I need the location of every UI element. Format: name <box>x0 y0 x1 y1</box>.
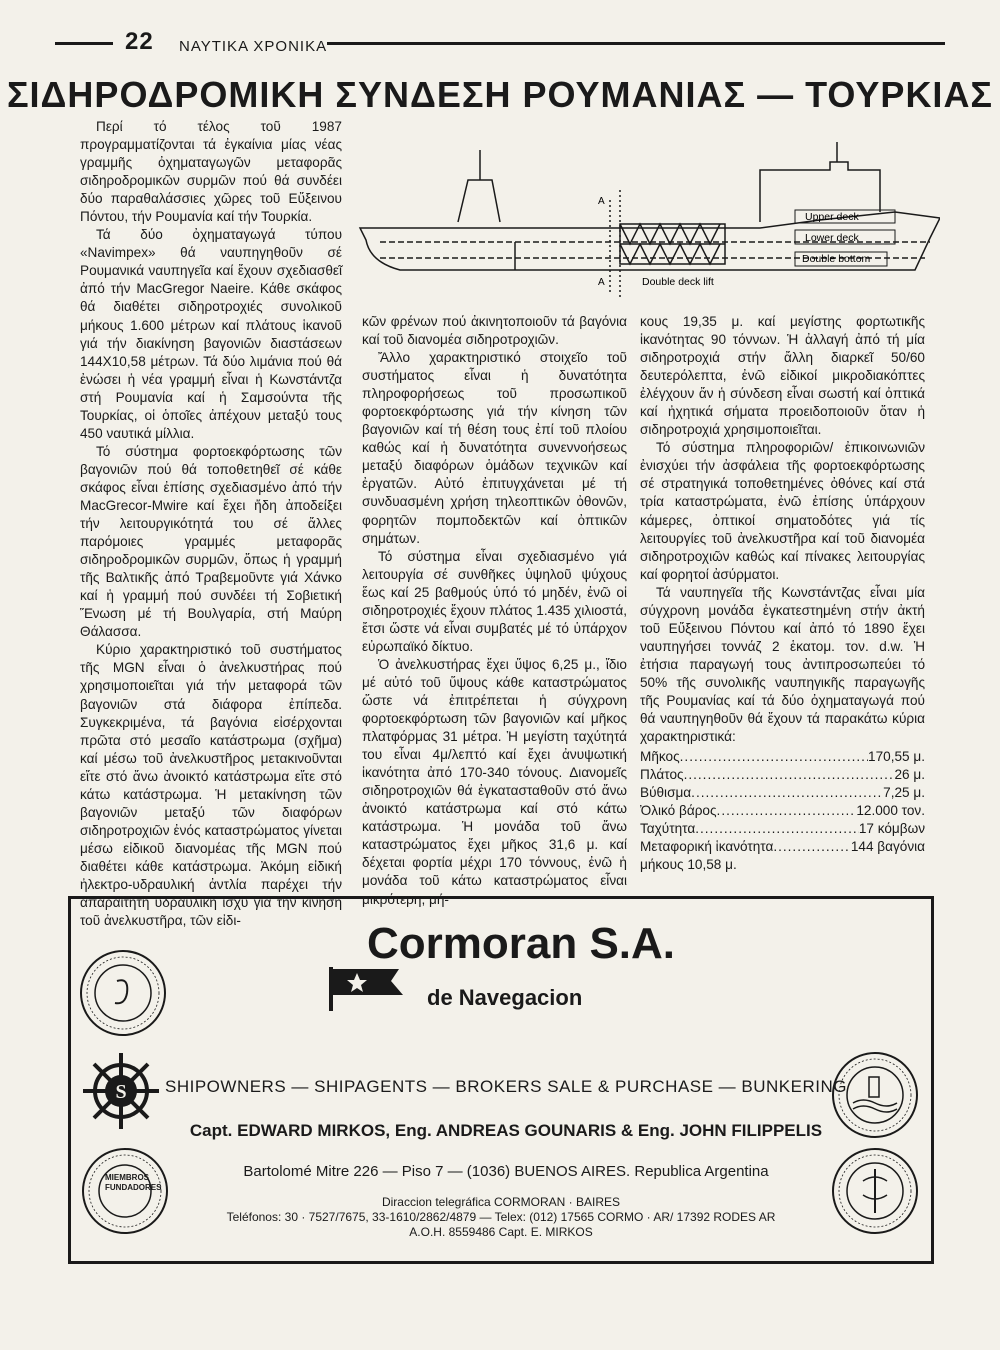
paragraph: Τά ναυπηγεῖα τῆς Κωνστάντζας εἶναι μία σύγχρονη μονάδα ἐγκατεστημένη στήν ἀκτή τοῦ Εὔξεινου Πόντου καί ἀπό τό 1890 ἔχει ναυπηγήσει τοννάζ 2 ἑκατομ. τον. d.w. Ἡ ἐτήσια παραγωγή τους ἀντιπροσωπεύει τό 50% τῆς συνολικῆς ναυπηγικῆς παραγωγῆς τῆς Ρουμανίας καί τά δύο ὀχηματαγωγά πού θά ναυπηγηθοῦν θά ἔχουν τά παρακάτω κύρια χαρακτηριστικά: <box>640 584 925 745</box>
armadores-seal-icon <box>77 947 169 1039</box>
paragraph: Τά δύο ὀχηματαγωγά τύπου «Navimpex» θά ναυπηγηθοῦν σέ Ρουμανικά ναυπηγεῖα καί ἔχουν σχεδιασθεῖ ἀπό τήν MacGregor Naeire. Κάθε σκάφος θά διαθέτει σιδηροτροχιές συνολικοῦ μήκους 1.600 μέτρων καί πλάτους ἱκανοῦ γιά τήν διακίνηση βαγονιῶν διαστάσεων 144Χ10,58 μέτρων. Τά δύο λιμάνια πού θά ἐνώσει ἡ νέα γραμμή εἶναι ἡ Κωνστάντζα στή Ρουμανία καί ἡ Σαμσούντα τῆς Τουρκίας, οἱ ὁποῖες ἀπέχουν μεταξύ τους 450 ναυτικά μίλλια. <box>80 227 342 441</box>
ship-specs-list <box>640 748 925 874</box>
svg-text:S: S <box>115 1081 127 1103</box>
paragraph: Τό σύστημα εἶναι σχεδιασμένο γιά λειτουργία σέ συνθῆκες ὑψηλοῦ ψύχους ἕως καί 25 βαθμούς ὑπό τό μηδέν, ἐνῶ οἱ σιδηροτροχιές ἔχουν πλάτος 1.435 χιλιοστά, ἔτσι ὥστε νά εἶναι συμβατές μέ τό ὑπάρχον εὐρωπαϊκό δίκτυο. <box>362 548 627 654</box>
spec-row <box>640 802 925 820</box>
company-address: Bartolomé Mitre 226 — Piso 7 — (1036) BUENOS AIRES. Republica Argentina <box>243 1163 769 1180</box>
spec-value: 17 κόμβων <box>858 821 925 837</box>
ship-cross-section-diagram <box>340 140 940 300</box>
spec-row <box>640 784 925 802</box>
company-subtitle: de Navegacion <box>427 985 583 1010</box>
company-name: Cormoran S.A. <box>366 919 676 968</box>
spec-row <box>640 766 925 784</box>
ship-wheel-logo-icon <box>79 1049 163 1133</box>
paragraph: Ὁ ἀνελκυστήρας ἔχει ὕψος 6,25 μ., ἴδιο μέ αὐτό τοῦ ὕψους κάθε καταστρώματος ὥστε νά ἐπιτρέπεται ἡ σύγχρονη φορτοεκφόρτωση τῶν βαγονιῶν καί μῆκος πλατφόρμας 31 μέτρα. Ἡ μεγίστη ταχύτητά του εἶναι 4μ/λεπτό καί ἔχει ἀνυψωτική ἱκανότητα ἀπό 170-340 τόνους. Διανομεῖς σιδηροτροχιῶν θά ἐγκατασταθοῦν στό ἄνω ἀνοικτό κατάστρωμα καί στό κάτω κατάστρωμα. Ἡ μονάδα τοῦ ἄνω καταστρώματος ἔχει μῆκος 31,6 μ. καί δέχεται φορτία μέχρι 170 τόννους, ἐνῶ ἡ μονάδα τοῦ κάτω καταστρώματος εἶναι μικρότερη, μή- <box>362 656 627 907</box>
paragraph: Τό σύστημα πληροφοριῶν/ ἐπικοινωνιῶν ἐνισχύει τήν ἀσφάλεια τῆς φορτοεκφόρτωσης σέ στρατηγικά τοποθετημένες ὀθόνες καί στά τρία καταστρώματα, ἐνῶ ἐπίσης ὑπάρχουν κάμερες, ὀπτικοί σηματοδότες γιά τίς λειτουργίες τοῦ ἀνελκυστῆρα καί τοῦ διανομέα σιδηροτροχιῶν καθώς καί πίνακες λειτουργίας καί φορητοί ἀσύρματοι. <box>640 440 925 582</box>
upper-deck-label: Upper deck <box>805 211 859 223</box>
section-label-top: A <box>598 196 605 207</box>
paragraph: Ἄλλο χαρακτηριστικό στοιχεῖο τοῦ συστήματος εἶναι ἡ δυνατότητα πληροφορήσεως τοῦ προσωπικοῦ φορτοεκφόρτωσης γιά τήν κίνηση τῶν βαγονιῶν καί τή θέση τους ἐπί τοῦ πλοίου καθώς καί ἡ δυνατότητα συνεννοήσεως μεταξύ διαφόρων ὁμάδων τεχνικῶν καί ἐργατῶν. Αὐτό ἐπιτυγχάνεται μέ τή συνδυασμένη χρήση τηλεοπτικῶν ὀθονῶν, φορητῶν πομποδεκτῶν καί ὀπτικῶν σημάτων. <box>362 350 627 546</box>
seal-text: MIEMBROS FUNDADORES <box>105 1173 162 1192</box>
spec-label: Μῆκος <box>640 749 680 765</box>
spec-value: 7,25 μ. <box>883 785 925 801</box>
header-rule-right <box>327 42 945 45</box>
spec-tail: μήκους 10,58 μ. <box>640 857 737 873</box>
paragraph: Τό σύστημα φορτοεκφόρτωσης τῶν βαγονιῶν πού θά τοποθετηθεῖ σέ κάθε σκάφος εἶναι ἐπίσης σχεδιασμένο ἀπό τήν MacGrecor-Mwire καί ἔχει ἤδη ἀποδείξει τήν λειτουργικότητά του σέ ἄλλες παρόμοιες γραμμές μεταφορᾶς σιδηροδρομικῶν συρμῶν, ὅπως ἡ γραμμή τῆς Βαλτικῆς ἀπό Τραβεμοῦντε γιά Χάνκο καί ἡ γραμμή πού συνδέει τή Σοβιετική Ἕνωση μέ τή Βουλγαρία, στή Μαύρη Θάλασσα. <box>80 443 342 640</box>
page-header <box>55 28 945 60</box>
cormoran-advertisement <box>68 896 934 1264</box>
phone-telex: Teléfonos: 30 · 7527/7675, 33-1610/2862/4879 — Telex: (012) 17565 CORMO · AR/ 17392 RODES AR <box>226 1210 776 1224</box>
paragraph: Περί τό τέλος τοῦ 1987 προγραμματίζονται τά ἐγκαίνια μίας νέας γραμμῆς ὀχηματαγωγῶν μεταφορᾶς σιδηροδρομικῶν συρμῶν πού θά συνδέει δύο παραθαλάσσιες χῶρες τοῦ Εὔξεινου Πόντου, τήν Ρουμανία καί τήν Τουρκία. <box>80 119 342 225</box>
funnel <box>458 180 500 222</box>
lower-deck-label: Lower deck <box>805 232 859 244</box>
article-column-2 <box>362 313 627 909</box>
company-flag-icon <box>327 965 407 1011</box>
telegraph-address: Diraccion telegráfica CORMORAN · BAIRES <box>381 1195 621 1209</box>
paragraph: Κύριο χαρακτηριστικό τοῦ συστήματος τῆς MGN εἶναι ὁ ἀνελκυστήρας πού χρησιμοποιεῖται γιά τήν μεταφορά τῶν βαγονιῶν στά διάφορα ἐπίπεδα. Συγκεκριμένα, τά βαγόνια εἰσέρχονται πρῶτα στό μεσαῖο κατάστρωμα (σχῆμα) καί μέσω τοῦ ἀνελκυστῆρος μετακινοῦνται εἴτε στό ἄνω ἀνοικτό κατάστρωμα εἴτε στό κάτω κατάστρωμα. Ἡ μετακίνηση τῶν βαγονιῶν μεταξύ τῶν διαφόρων σιδηροτροχιῶν ἐνός καταστρώματος γίνεται μέσω εἰδικοῦ διανομέας τῆς MGN πού διαθέτει κάθε κατάστρωμα. Ἀκόμη εἰδική ἠλεκτρο-υδραυλική ἀντλία παρέχει τήν ἀπαραίτητη ὑδραυλική ἰσχύ γιά τήν κίνηση τοῦ ἀνελκυστῆρα, τῶν εἰδι- <box>80 642 342 929</box>
spec-value: 144 βαγόνια <box>850 839 925 855</box>
aoh-line: A.O.H. 8559486 Capt. E. MIRKOS <box>409 1225 593 1239</box>
magazine-name: ΝΑΥΤΙΚΑ ΧΡΟΝΙΚΑ <box>179 38 328 55</box>
section-label-bottom: A <box>598 277 605 288</box>
page-number: 22 <box>125 28 154 55</box>
spec-label: Βύθισμα <box>640 785 692 801</box>
spec-label: Ὀλικό βάρος <box>640 803 717 819</box>
spec-label: Πλάτος <box>640 767 684 783</box>
spec-row <box>640 820 925 838</box>
spec-label: Ταχύτητα <box>640 821 696 837</box>
article-title: ΣΙΔΗΡΟΔΡΟΜΙΚΗ ΣΥΝΔΕΣΗ ΡΟΥΜΑΝΙΑΣ — ΤΟΥΡΚΙΑΣ <box>6 74 994 115</box>
company-services: SHIPOWNERS — SHIPAGENTS — BROKERS SALE & PURCHASE — BUNKERING <box>165 1077 847 1096</box>
spec-value: 26 μ. <box>894 767 925 783</box>
company-principals: Capt. EDWARD MIRKOS, Eng. ANDREAS GOUNARIS & Eng. JOHN FILIPPELIS <box>189 1121 823 1140</box>
lift-label: Double deck lift <box>642 276 714 288</box>
spec-row <box>640 838 925 856</box>
article-column-3 <box>640 313 925 874</box>
spec-value: 12.000 τον. <box>856 803 925 819</box>
paragraph: κους 19,35 μ. καί μεγίστης φορτωτικῆς ἱκανότητας 90 τόννων. Ἡ ἀλλαγή ἀπό τή μία σιδηροτροχιά στήν ἄλλη διαρκεῖ 50/60 δευτερόλεπτα, ἐνῶ εἰδικοί μικροδιακόπτες ἐλέγχουν ἄν ἡ σύνδεση εἶναι σωστή καί ὀπτικά καί ἠχητικά σήματα προειδοποιοῦν ὅταν ἡ σιδηροτροχιά χρησιμοποιεῖται. <box>640 314 925 438</box>
spec-label: Μεταφορική ἱκανότητα <box>640 839 774 855</box>
double-bottom-label: Double bottom <box>802 253 871 265</box>
paragraph: κῶν φρένων πού ἀκινητοποιοῦν τά βαγόνια καί τοῦ διανομέα σιδηροτροχιῶν. <box>362 314 627 348</box>
header-rule-left <box>55 42 113 45</box>
article-column-1 <box>80 118 342 930</box>
spec-value: 170,55 μ. <box>868 749 925 765</box>
spec-row <box>640 748 925 766</box>
